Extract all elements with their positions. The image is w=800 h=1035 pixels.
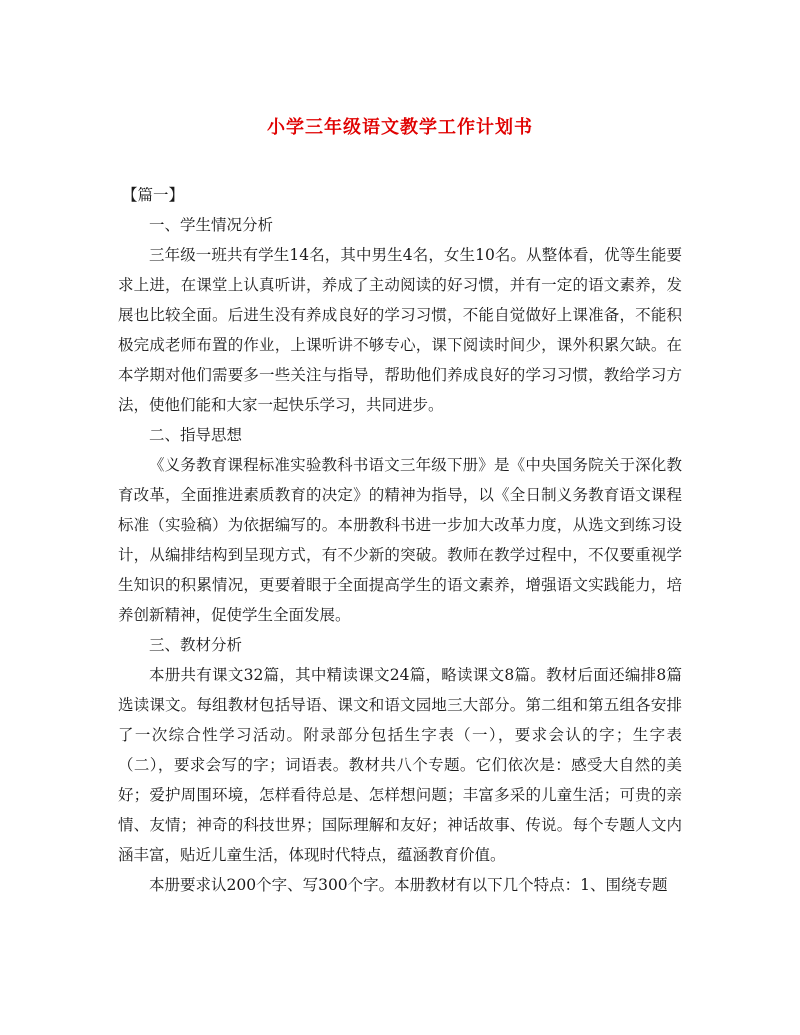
section-heading-1: 一、学生情况分析 (149, 216, 274, 234)
section-heading-3: 三、教材分析 (149, 636, 243, 654)
paragraph-textbook-features: 本册要求认200个字、写300个字。本册教材有以下几个特点：1、围绕专题 (149, 876, 668, 894)
section-mark: 【篇一】 (122, 186, 185, 204)
section-heading-2: 二、指导思想 (149, 426, 243, 444)
paragraph-student-analysis: 三年级一班共有学生14名，其中男生4名，女生10名。从整体看，优等生能要求上进，在课堂上认真听讲，养成了主动阅读的好习惯，并有一定的语文素养，发展也比较全面。后进生没有养成良好的学习习惯，不能自觉做好上课准备，不能积极完成老师布置的作业，上课听讲不够专心，课下阅读时间少，课外积累欠缺。在本学期对他们需要多一些关注与指导，帮助他们养成良好的学习习惯，教给学习方法，使他们能和大家一起快乐学习，共同进步。 (118, 246, 682, 414)
paragraph-textbook-analysis: 本册共有课文32篇，其中精读课文24篇，略读课文8篇。教材后面还编排8篇选读课文。每组教材包括导语、课文和语文园地三大部分。第二组和第五组各安排了一次综合性学习活动。附录部分包括生字表（一），要求会认的字；生字表（二），要求会写的字；词语表。教材共八个专题。它们依次是：感受大自然的美好；爱护周围环境，怎样看待总是、怎样想问题；丰富多采的儿童生活；可贵的亲情、友情；神奇的科技世界；国际理解和友好；神话故事、传说。每个专题人文内涵丰富，贴近儿童生活，体现时代特点，蕴涵教育价值。 (118, 666, 682, 864)
paragraph-guiding-thought: 《义务教育课程标准实验教科书语文三年级下册》是《中央国务院关于深化教育改革，全面推进素质教育的决定》的精神为指导，以《全日制义务教育语文课程标准（实验稿）为依据编写的。本册教科书进一步加大改革力度，从选文到练习设计，从编排结构到呈现方式，有不少新的突破。教师在教学过程中，不仅要重视学生知识的积累情况，更要着眼于全面提高学生的语文素养，增强语文实践能力，培养创新精神，促使学生全面发展。 (118, 456, 682, 624)
document-title: 小学三年级语文教学工作计划书 (267, 117, 533, 138)
document-body (118, 180, 682, 900)
